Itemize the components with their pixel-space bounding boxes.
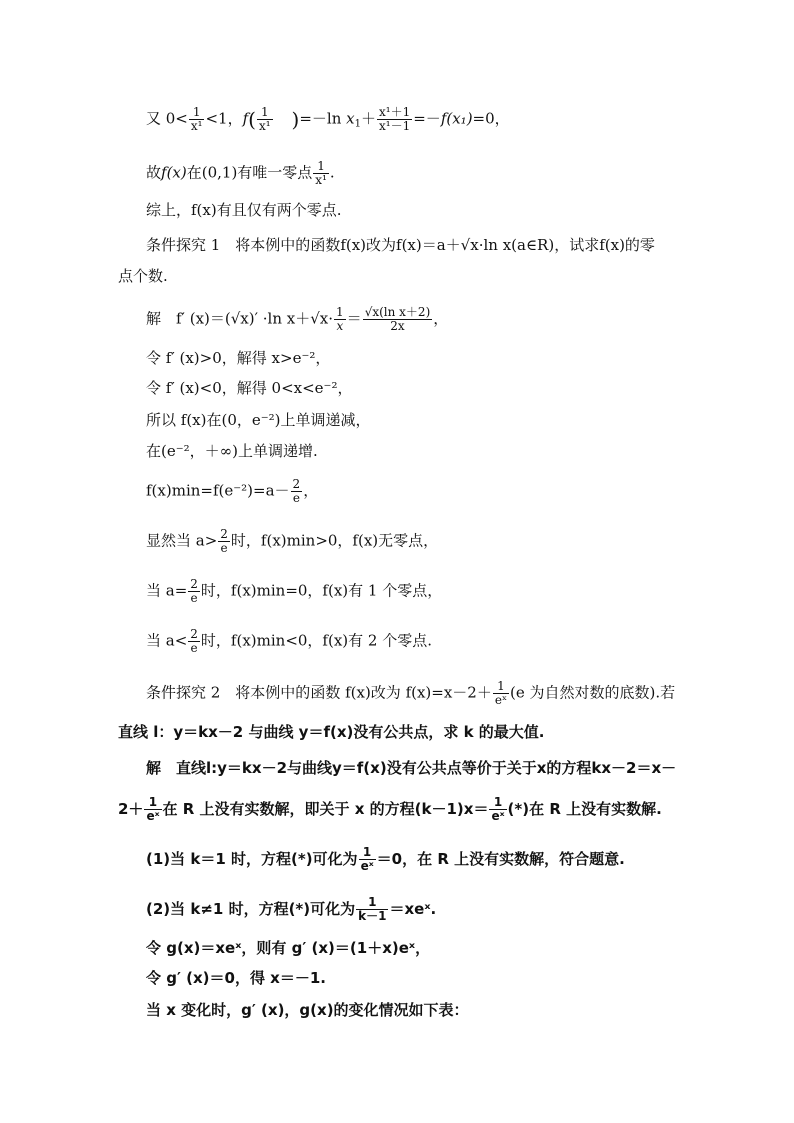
fraction: $\frac{1}{\text{eˣ}}$ bbox=[491, 795, 505, 823]
fraction: $\frac{1}{k-1}$ bbox=[358, 895, 387, 923]
text: 2＋ bbox=[118, 800, 144, 818]
fraction: $\frac{1}{\text{x¹}}$ bbox=[190, 105, 203, 133]
text: ＝0，在 R 上没有实数解，符合题意. bbox=[376, 850, 625, 868]
text: ＋ bbox=[361, 109, 377, 128]
text-line-20 bbox=[146, 896, 436, 923]
fraction: $\frac{\text{x¹＋1}}{\text{x¹－1}}$ bbox=[379, 105, 411, 133]
fraction: $\frac{1}{\text{eˣ}}$ bbox=[494, 679, 508, 707]
text-line-5: 点个数. bbox=[118, 267, 168, 285]
text: 又 0< bbox=[146, 109, 188, 128]
text-line-9: 所以 f(x)在(0，e⁻²)上单调递减， bbox=[146, 411, 371, 429]
text: =－ln bbox=[299, 109, 347, 128]
text: f(x) bbox=[161, 163, 187, 182]
text-line-23: 当 x 变化时，g′ (x)，g(x)的变化情况如下表： bbox=[146, 1001, 469, 1019]
text: 时，f(x)min<0，f(x)有 2 个零点. bbox=[200, 631, 432, 650]
text: =0， bbox=[472, 109, 510, 128]
fraction: $\frac{2}{e}$ bbox=[190, 627, 198, 655]
text-line-17: 解 直线l:y＝kx－2与曲线y＝f(x)没有公共点等价于关于x的方程kx－2＝x－ bbox=[146, 759, 677, 777]
text: 当 a= bbox=[146, 581, 188, 600]
text: 时，f(x)min=0，f(x)有 1 个零点， bbox=[200, 581, 443, 600]
text-line-13 bbox=[146, 578, 442, 605]
text: 在(0,1)有唯一零点 bbox=[186, 163, 313, 182]
fraction: $\frac{2}{e}$ bbox=[292, 477, 301, 505]
text-line-2 bbox=[146, 160, 335, 187]
fraction: $\frac{1}{\text{x¹}}$ bbox=[258, 105, 271, 133]
text-line-18 bbox=[118, 796, 662, 823]
text-line-3: 综上，f(x)有且仅有两个零点. bbox=[146, 201, 342, 219]
text: ) bbox=[291, 107, 300, 132]
text: . bbox=[329, 163, 335, 182]
text: ＝xeˣ. bbox=[389, 900, 437, 918]
text: (1)当 k＝1 时，方程(*)可化为 bbox=[146, 850, 358, 868]
text: f(x₁) bbox=[440, 109, 473, 128]
text: 时，f(x)min>0，f(x)无零点， bbox=[230, 531, 439, 550]
fraction: $\frac{2}{e}$ bbox=[220, 527, 228, 555]
text-line-1: 又 0< $\frac{1}{\text{x¹}}$ <1，f( $\frac{1}{\text{x¹}}$ )=－ln $x_1+$ $\frac{\text{x¹＋1}}{\text{x¹－1}}$ =－f(x₁)=0， bbox=[146, 105, 510, 133]
text-line-15 bbox=[146, 680, 675, 707]
text-line-7: 令 f′ (x)>0，解得 x>e⁻²， bbox=[146, 349, 331, 367]
text-line-4: 条件探究 1 将本例中的函数f(x)改为f(x)＝a＋√x·ln x(a∈R)，试求f(x)的零 bbox=[146, 236, 655, 254]
text: (*)在 R 上没有实数解. bbox=[507, 800, 662, 818]
text: 故 bbox=[146, 163, 162, 182]
text: 解 f′ (x)＝(√x)′ ·ln x＋√x· bbox=[146, 309, 334, 328]
text-line-14 bbox=[146, 628, 432, 655]
text-line-6: 解 f′ (x)＝(√x)′ ·ln x＋√x· $\frac{1}{x}$ ＝ $\frac{\text{√x(ln x＋2)}}{2x}$ ， bbox=[146, 305, 449, 333]
text: x bbox=[346, 109, 355, 128]
text-line-12 bbox=[146, 528, 438, 555]
text: (2)当 k≠1 时，方程(*)可化为 bbox=[146, 900, 356, 918]
text-line-8: 令 f′ (x)<0，解得 0<x<e⁻²， bbox=[146, 379, 353, 397]
text: f bbox=[242, 109, 249, 128]
text: f(x)min=f(e⁻²)=a－ bbox=[146, 481, 290, 500]
fraction: $\frac{2}{e}$ bbox=[190, 577, 198, 605]
fraction: $\frac{1}{\text{eˣ}}$ bbox=[360, 845, 374, 873]
text: 条件探究 2 将本例中的函数 f(x)改为 f(x)=x－2＋ bbox=[146, 683, 492, 702]
text-line-10: 在(e⁻²，＋∞)上单调递增. bbox=[146, 442, 318, 460]
text: 当 a< bbox=[146, 631, 188, 650]
text: 在 R 上没有实数解，即关于 x 的方程(k－1)x＝ bbox=[162, 800, 489, 818]
text-line-21: 令 g(x)＝xeˣ，则有 g′ (x)＝(1＋x)eˣ， bbox=[146, 939, 431, 957]
text-line-11 bbox=[146, 478, 318, 505]
text-line-22: 令 g′ (x)＝0，得 x＝－1. bbox=[146, 969, 326, 987]
fraction: $\frac{\text{√x(ln x＋2)}}{2x}$ bbox=[364, 305, 431, 333]
fraction: $\frac{1}{x}$ bbox=[336, 305, 344, 333]
text: <1， bbox=[205, 109, 243, 128]
text: (e 为自然对数的底数).若 bbox=[510, 683, 676, 702]
text: 显然当 a> bbox=[146, 531, 218, 550]
fraction: $\frac{1}{\text{x¹}}$ bbox=[315, 159, 327, 187]
text-line-19 bbox=[146, 846, 625, 873]
text: ， bbox=[433, 309, 449, 328]
text: =－ bbox=[413, 109, 441, 128]
fraction: $\frac{1}{\text{eˣ}}$ bbox=[146, 795, 160, 823]
text: ， bbox=[303, 481, 319, 500]
text-line-16: 直线 l：y＝kx－2 与曲线 y＝f(x)没有公共点，求 k 的最大值. bbox=[118, 723, 545, 741]
